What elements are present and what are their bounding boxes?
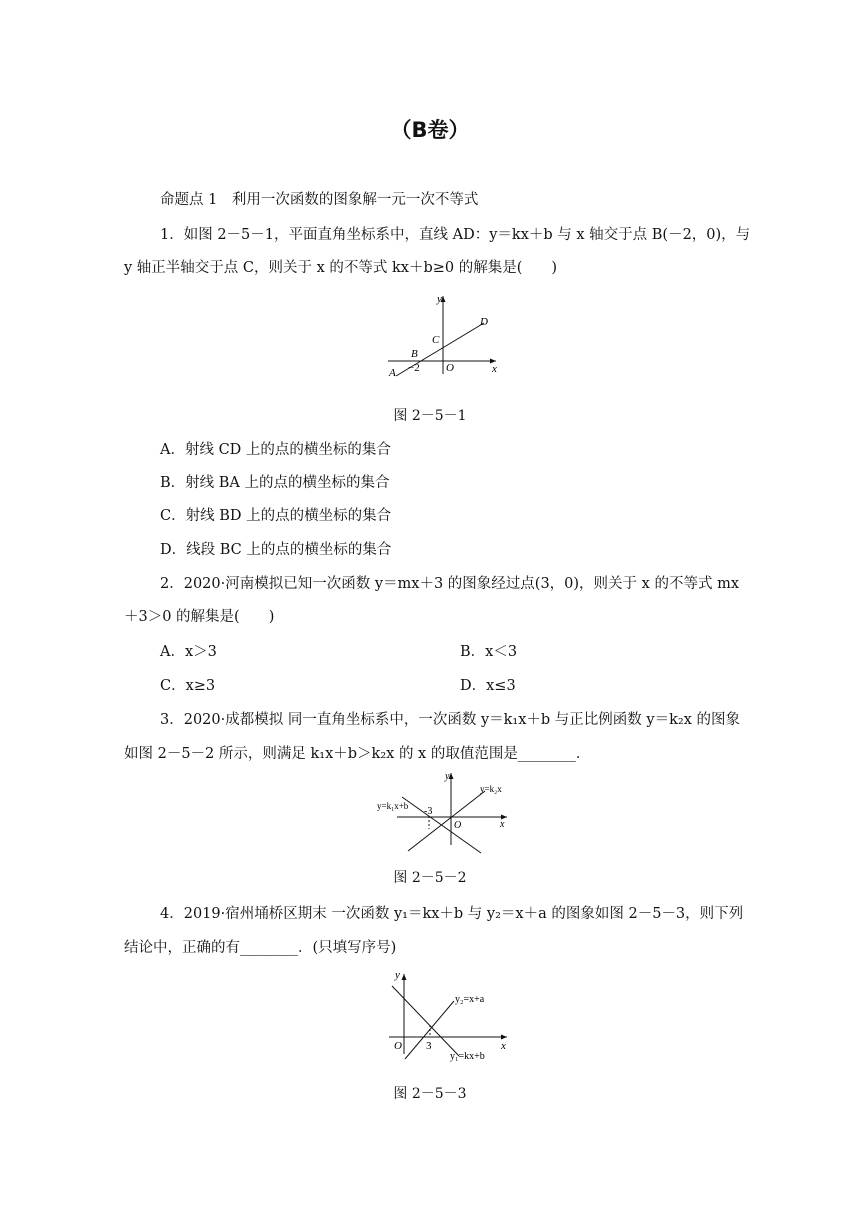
point-a-label: A bbox=[389, 367, 396, 379]
q1-option-a: A．射线 CD 上的点的横坐标的集合 bbox=[160, 442, 391, 458]
line-k2-label: y=k₂x bbox=[480, 784, 502, 794]
y-axis-label: y bbox=[445, 771, 450, 782]
q2-stem-line2: ＋3＞0 的解集是( ) bbox=[124, 609, 275, 625]
q2-option-c: C．x≥3 bbox=[160, 678, 216, 694]
line-k1-label: y=k₁x+b bbox=[377, 801, 409, 811]
q2-option-b: B．x＜3 bbox=[460, 644, 518, 660]
section-heading: 命题点 1 利用一次函数的图象解一元一次不等式 bbox=[160, 192, 479, 208]
x-axis-arrow bbox=[501, 1035, 507, 1040]
point-c-label: C bbox=[432, 334, 440, 346]
q2-option-d: D．x≤3 bbox=[460, 678, 516, 694]
x-axis-label: x bbox=[500, 819, 505, 830]
line-y2-label: y₂=x+a bbox=[455, 994, 485, 1005]
figure-2-5-1 bbox=[384, 290, 504, 380]
y-axis-label: y bbox=[437, 293, 442, 305]
q1-option-d: D．线段 BC 上的点的横坐标的集合 bbox=[160, 542, 392, 558]
figure-2-5-3-caption: 图 2－5－3 bbox=[393, 1086, 467, 1102]
page-title: （B卷） bbox=[390, 118, 470, 142]
y-axis-label: y bbox=[395, 969, 400, 981]
figure-2-5-1-caption: 图 2－5－1 bbox=[393, 408, 467, 424]
q3-stem-line2: 如图 2－5－2 所示，则满足 k₁x＋b＞k₂x 的 x 的取值范围是________． bbox=[124, 746, 591, 762]
origin-label: O bbox=[454, 820, 462, 831]
line-k2x bbox=[408, 791, 485, 851]
q1-stem-line2: y 轴正半轴交于点 C，则关于 x 的不等式 kx＋b≥0 的解集是( ) bbox=[124, 260, 558, 276]
q1-stem-line1: 1．如图 2－5－1，平面直角坐标系中，直线 AD：y＝kx＋b 与 x 轴交于点 B(－2，0)，与 bbox=[160, 227, 751, 243]
q4-stem-line2: 结论中，正确的有________．(只填写序号) bbox=[124, 940, 397, 956]
tick-neg3-label: -3 bbox=[424, 806, 433, 817]
q3-stem-line1: 3．2020·成都模拟 同一直角坐标系中，一次函数 y＝k₁x＋b 与正比例函数 y＝k₂x 的图象 bbox=[160, 712, 740, 728]
line-y1-label: y₁=kx+b bbox=[450, 1051, 485, 1062]
tick-neg2-label: −2 bbox=[408, 362, 420, 374]
q2-stem-line1: 2．2020·河南模拟已知一次函数 y＝mx＋3 的图象经过点(3，0)，则关于 x 的不等式 mx bbox=[160, 576, 739, 592]
q2-option-a: A．x＞3 bbox=[160, 644, 217, 660]
point-b-label: B bbox=[411, 348, 418, 360]
figure-2-5-2-caption: 图 2－5－2 bbox=[393, 870, 467, 886]
y-axis-arrow bbox=[402, 974, 407, 980]
x-axis-label: x bbox=[492, 363, 497, 375]
q1-option-c: C．射线 BD 上的点的横坐标的集合 bbox=[160, 508, 392, 524]
origin-label: O bbox=[394, 1040, 402, 1052]
figure-2-5-2 bbox=[375, 765, 515, 855]
q1-option-b: B．射线 BA 上的点的横坐标的集合 bbox=[160, 475, 390, 491]
point-d-label: D bbox=[480, 316, 488, 328]
q4-stem-line1: 4．2019·宿州埇桥区期末 一次函数 y₁＝kx＋b 与 y₂＝x＋a 的图象如图 2－5－3，则下列 bbox=[160, 906, 744, 922]
figure-2-5-3 bbox=[385, 962, 515, 1062]
x-axis-label: x bbox=[501, 1040, 506, 1052]
origin-label: O bbox=[446, 362, 454, 374]
tick-3-label: 3 bbox=[426, 1040, 432, 1052]
